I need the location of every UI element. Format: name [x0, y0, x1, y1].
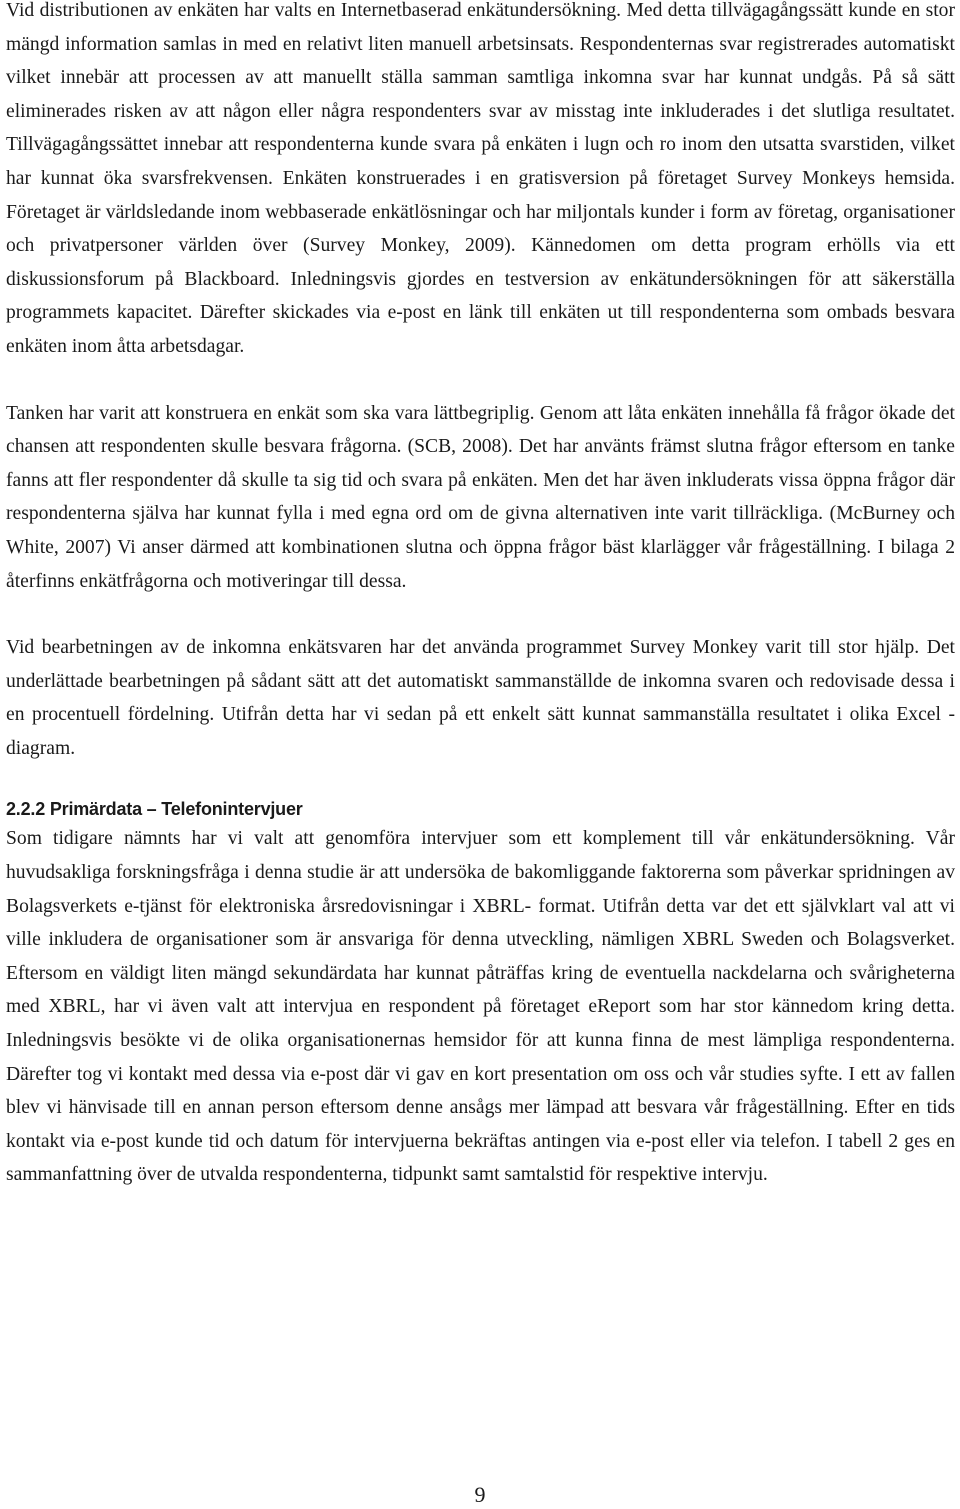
section-heading: 2.2.2 Primärdata – Telefonintervjuer: [6, 799, 303, 820]
paragraph-survey-processing: Vid bearbetningen av de inkomna enkätsvaren har det använda programmet Survey Monkey varit till stor hjälp. Det underlättade bearbetningen på sådant sätt att det automatiskt sammanställde de inkomna svaren och redovisade dessa i en procentuell fördelning. Utifrån detta har vi sedan på ett enkelt sätt kunnat sammanställa resultatet i olika Excel - diagram.: [6, 637, 955, 759]
document-page: [6, 0, 955, 1192]
paragraph-survey-distribution: Vid distributionen av enkäten har valts en Internetbaserad enkätundersökning. Med detta tillvägagångssätt kunde en stor mängd information samlas in med en relativt liten manuell arbetsinsats. Respondenternas svar registrerades automatiskt vilket innebär att processen av att manuellt ställa samman samtliga inkomna svar har kunnat undgås. På så sätt eliminerades risken av att någon eller några respondenters svar av misstag inte inkluderades i det slutliga resultatet. Tillvägagångssättet innebar att respondenterna kunde svara på enkäten i lugn och ro inom den utsatta svarstiden, vilket har kunnat öka svarsfrekvensen. Enkäten konstruerades i en gratisversion på företaget Survey Monkeys hemsida. Företaget är världsledande inom webbaserade enkätlösningar och har miljontals kunder i form av företag, organisationer och privatpersoner världen över (Survey Monkey, 2009). Kännedomen om detta program erhölls via ett diskussionsforum på Blackboard. Inledningsvis gjordes en testversion av enkätundersökningen för att säkerställa programmets kapacitet. Därefter skickades via e-post en länk till enkäten ut till respondenterna som ombads besvara enkäten inom åtta arbetsdagar.: [6, 0, 955, 357]
page-number: 9: [474, 1482, 486, 1507]
paragraph-telephone-interviews: Som tidigare nämnts har vi valt att genomföra intervjuer som ett komplement till vår enkätundersökning. Vår huvudsakliga forskningsfråga i denna studie är att undersöka de bakomliggande faktorerna som påverkar spridningen av Bolagsverkets e-tjänst för elektroniska årsredovisningar i XBRL- format. Utifrån detta var det ett självklart val att vi ville inkludera de organisationer som är ansvariga för denna utveckling, nämligen XBRL Sweden och Bolagsverket. Eftersom en väldigt liten mängd sekundärdata har kunnat påträffas kring de eventuella nackdelarna och svårigheterna med XBRL, har vi även valt att intervjua en respondent på företaget eReport som har stor kännedom kring detta. Inledningsvis besökte vi de olika organisationernas hemsidor för att kunna finna de mest lämpliga respondenterna. Därefter tog vi kontakt med dessa via e-post där vi gav en kort presentation om oss och vår studies syfte. I ett av fallen blev vi hänvisade till en annan person eftersom denne ansågs mer lämpad att besvara vår frågeställning. Efter en tids kontakt via e-post kunde tid och datum för intervjuerna bekräftas antingen via e-post eller via telefon. I tabell 2 ges en sammanfattning över de utvalda respondenterna, tidpunkt samt samtalstid för respektive intervju.: [6, 828, 955, 1186]
paragraph-survey-design: Tanken har varit att konstruera en enkät som ska vara lättbegriplig. Genom att låta enkäten innehålla få frågor ökade det chansen att respondenten skulle besvara frågorna. (SCB, 2008). Det har använts främst slutna frågor eftersom en tanke fanns att fler respondenter då skulle ta sig tid och svara på enkäten. Men det har även inkluderats vissa öppna frågor där respondenterna själva har kunnat fylla i med egna ord om de givna alternativen inte varit tillräckliga. (McBurney och White, 2007) Vi anser därmed att kombinationen slutna och öppna frågor bäst klarlägger vår frågeställning. I bilaga 2 återfinns enkätfrågorna och motiveringar till dessa.: [6, 402, 955, 592]
